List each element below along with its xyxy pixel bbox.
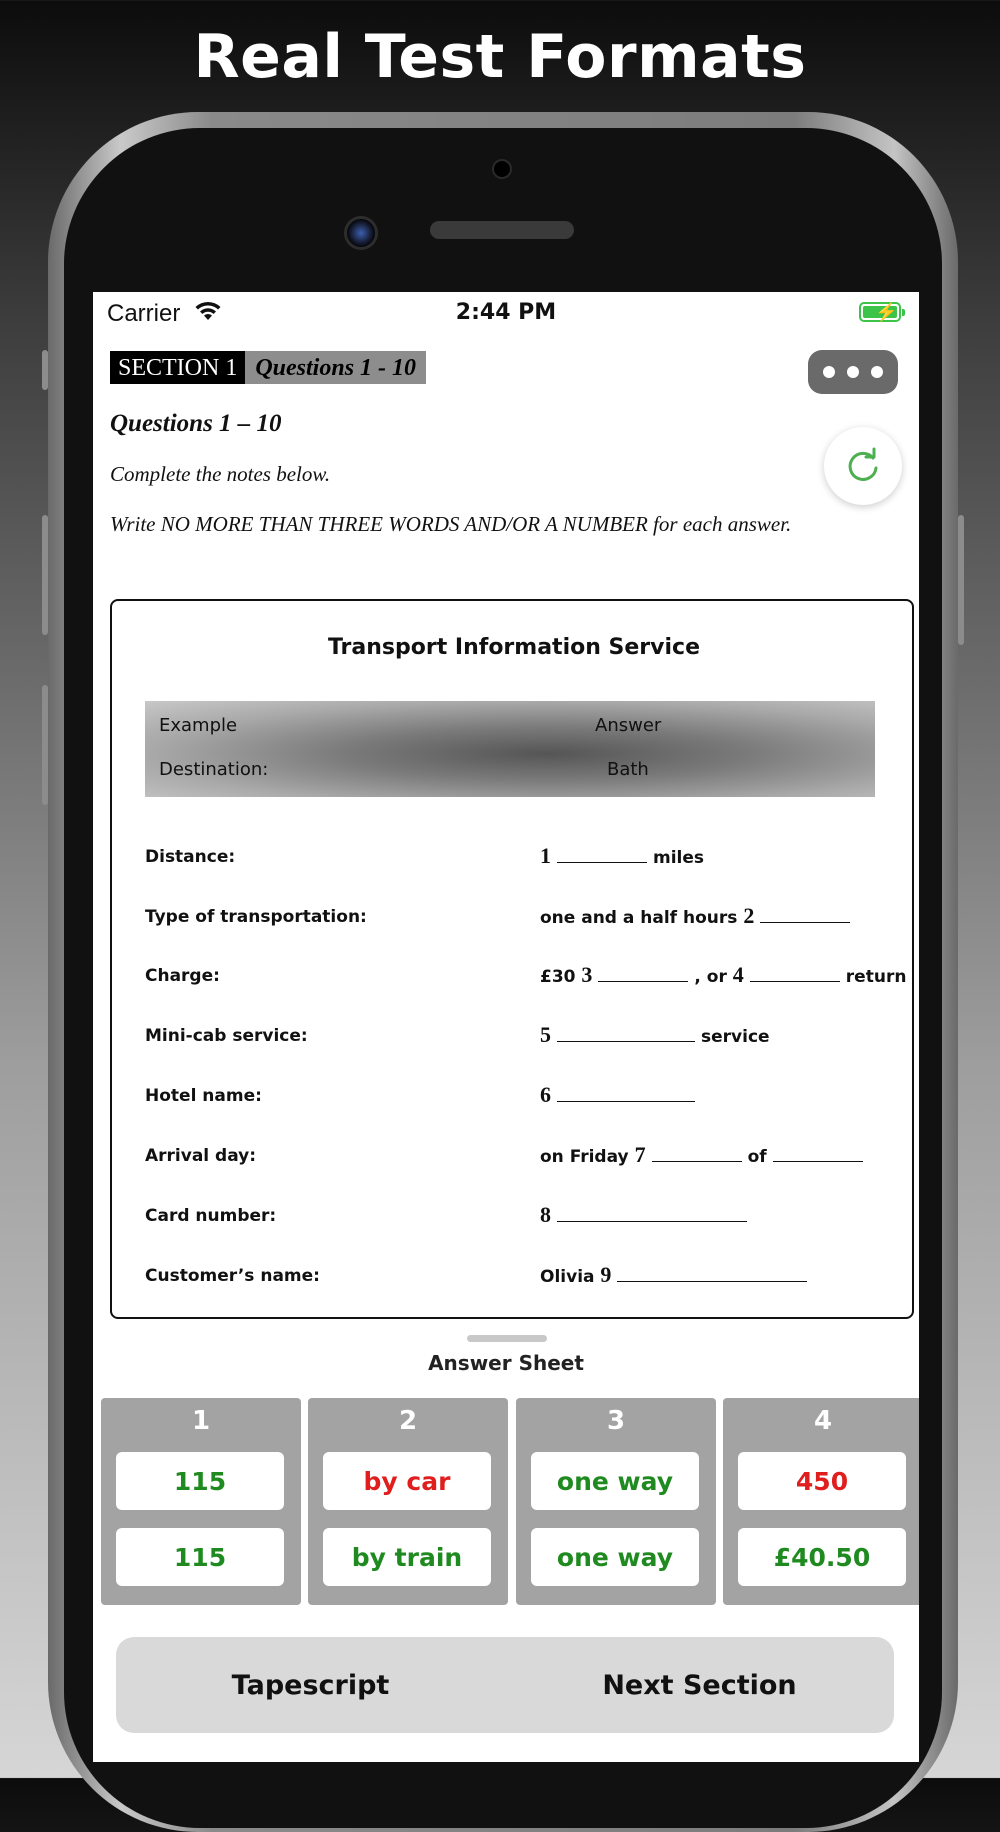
answer-column-1: 1 115 115 <box>101 1398 301 1605</box>
earpiece-speaker <box>430 221 574 239</box>
answer-blank-8 <box>557 1203 747 1222</box>
instruction-complete: Complete the notes below. <box>110 462 331 486</box>
headline: Real Test Formats <box>193 22 807 92</box>
note-row-hotel: Hotel name: 6 <box>145 1082 885 1112</box>
user-answer-4[interactable]: 450 <box>738 1452 906 1510</box>
answer-blank-1 <box>557 844 647 863</box>
sheet-grabber[interactable] <box>467 1335 547 1342</box>
answer-blank-7 <box>652 1143 742 1162</box>
questions-heading: Questions 1 – 10 <box>110 410 282 437</box>
answer-blank-9 <box>617 1263 807 1282</box>
carrier-label: Carrier <box>107 300 181 327</box>
example-field: Destination: <box>159 759 269 780</box>
volume-down-button <box>42 685 48 805</box>
note-row-minicab: Mini-cab service: 5 service <box>145 1022 770 1047</box>
answer-column-3: 3 one way one way <box>516 1398 716 1605</box>
user-answer-3[interactable]: one way <box>531 1452 699 1510</box>
answer-blank-4 <box>750 963 840 982</box>
note-row-customer: Customer’s name: Olivia 9 <box>145 1262 885 1292</box>
note-row-transportation: Type of transportation: one and a half hours 2 <box>145 903 885 933</box>
section-questions-label: Questions 1 - 10 <box>245 351 426 384</box>
status-bar <box>93 292 919 332</box>
user-answer-1[interactable]: 115 <box>116 1452 284 1510</box>
correct-answer-3: one way <box>531 1528 699 1586</box>
note-row-card: Card number: 8 <box>145 1202 885 1232</box>
section-label: SECTION 1 <box>110 351 245 384</box>
mute-switch <box>42 350 48 390</box>
refresh-button[interactable] <box>824 427 902 505</box>
correct-answer-1: 115 <box>116 1528 284 1586</box>
tapescript-button[interactable]: Tapescript <box>116 1637 505 1733</box>
example-label: Example <box>159 715 238 736</box>
example-value: Bath <box>607 759 649 780</box>
answer-sheet-panel <box>93 1325 919 1762</box>
answer-blank-7b <box>773 1143 863 1162</box>
answer-blank-6 <box>557 1083 695 1102</box>
refresh-icon <box>843 446 883 486</box>
answer-blank-5 <box>557 1023 695 1042</box>
answer-blank-3 <box>598 963 688 982</box>
notes-title: Transport Information Service <box>327 635 701 660</box>
app-screen <box>93 292 919 1762</box>
example-box <box>145 701 875 797</box>
instruction-word-limit: Write NO MORE THAN THREE WORDS AND/OR A NUMBER for each answer. <box>110 512 792 536</box>
battery-charging-icon: ⚡ <box>859 302 901 322</box>
volume-up-button <box>42 515 48 635</box>
power-button <box>958 515 964 645</box>
correct-answer-4: £40.50 <box>738 1528 906 1586</box>
note-row-arrival: Arrival day: on Friday 7 of <box>145 1142 885 1172</box>
example-answer-label: Answer <box>595 715 662 736</box>
answer-blank-2 <box>760 904 850 923</box>
more-options-button[interactable] <box>808 350 898 394</box>
user-answer-2[interactable]: by car <box>323 1452 491 1510</box>
bottom-action-bar <box>116 1637 894 1733</box>
sensor-icon <box>492 159 512 179</box>
answer-column-2: 2 by car by train <box>308 1398 508 1605</box>
next-section-button[interactable]: Next Section <box>505 1637 894 1733</box>
notes-form <box>110 599 914 1319</box>
front-camera-icon <box>344 216 378 250</box>
note-row-charge: Charge: £30 3 , or 4 return <box>145 962 907 987</box>
note-row-distance: Distance: 1 miles <box>145 843 705 868</box>
section-tag <box>110 351 426 384</box>
answer-column-4: 4 450 £40.50 <box>723 1398 919 1605</box>
status-time: 2:44 PM <box>455 300 557 325</box>
correct-answer-2: by train <box>323 1528 491 1586</box>
ellipsis-icon <box>823 366 835 378</box>
answer-sheet-title: Answer Sheet <box>428 1351 584 1375</box>
